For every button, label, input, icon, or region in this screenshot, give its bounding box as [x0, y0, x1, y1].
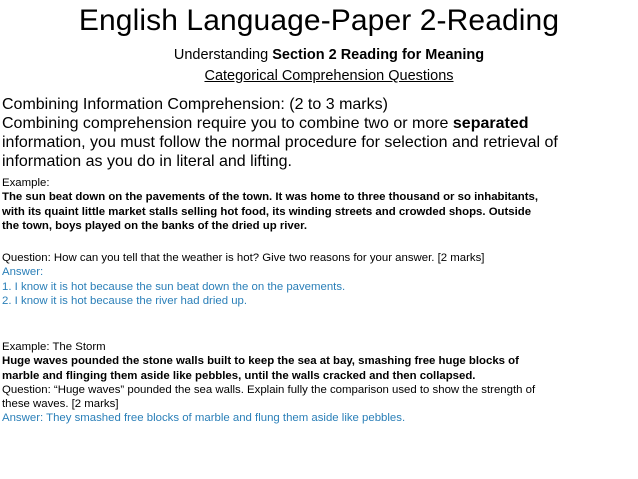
intro-line-4: information as you do in literal and lifting. [2, 153, 292, 170]
question-1-block [2, 251, 636, 308]
question-2-line-1: Question: “Huge waves” pounded the sea walls. Explain fully the comparison used to show the strength of [2, 383, 536, 396]
intro-line-2 [2, 114, 636, 133]
intro-line-3: information, you must follow the normal procedure for selection and retrieval of [2, 134, 558, 151]
example-1-passage-line-3: the town, boys played on the banks of the dried up river. [2, 219, 308, 232]
example-1 [2, 176, 636, 233]
question-1-text: Question: How can you tell that the weather is hot? Give two reasons for your answer. [2 marks] [2, 252, 485, 264]
example-2-passage-line-2: marble and flinging them aside like pebbles, until the walls cracked and then collapsed. [2, 369, 476, 382]
intro-line-1: Combining Information Comprehension: (2 to 3 marks) [2, 96, 388, 113]
intro-paragraph [2, 95, 636, 171]
example-2-passage-line-1: Huge waves pounded the stone walls built to keep the sea at bay, smashing free huge blocks of [2, 355, 519, 368]
intro-line-2-bold: separated [452, 115, 529, 132]
example-1-passage-line-1: The sun beat down on the pavements of the town. It was home to three thousand or so inhabitants, [2, 191, 539, 204]
page-title: English Language-Paper 2-Reading [78, 4, 560, 37]
subtitle-prefix: Understanding [173, 47, 273, 63]
answer-1-label: Answer: [2, 266, 44, 279]
category-heading-text: Categorical Comprehension Questions [204, 68, 454, 84]
example-1-label: Example: [2, 177, 50, 189]
answer-1-item-1: 1. I know it is hot because the sun beat down the on the pavements. [2, 280, 346, 293]
answer-2-text: Answer: They smashed free blocks of marble and flung them aside like pebbles. [2, 412, 406, 425]
intro-line-2-text: Combining comprehension require you to combine two or more [2, 115, 453, 132]
example-2 [2, 340, 636, 426]
section-subtitle [0, 46, 638, 64]
answer-1-item-2: 2. I know it is hot because the river had dried up. [2, 294, 248, 307]
category-heading [0, 67, 638, 85]
subtitle-bold: Section 2 Reading for Meaning [272, 47, 485, 63]
example-1-passage-line-2: with its quaint little market stalls selling hot food, its winding streets and crowded shops. Outside [2, 205, 532, 218]
question-2-line-2: these waves. [2 marks] [2, 398, 119, 411]
example-2-label: Example: The Storm [2, 341, 106, 353]
